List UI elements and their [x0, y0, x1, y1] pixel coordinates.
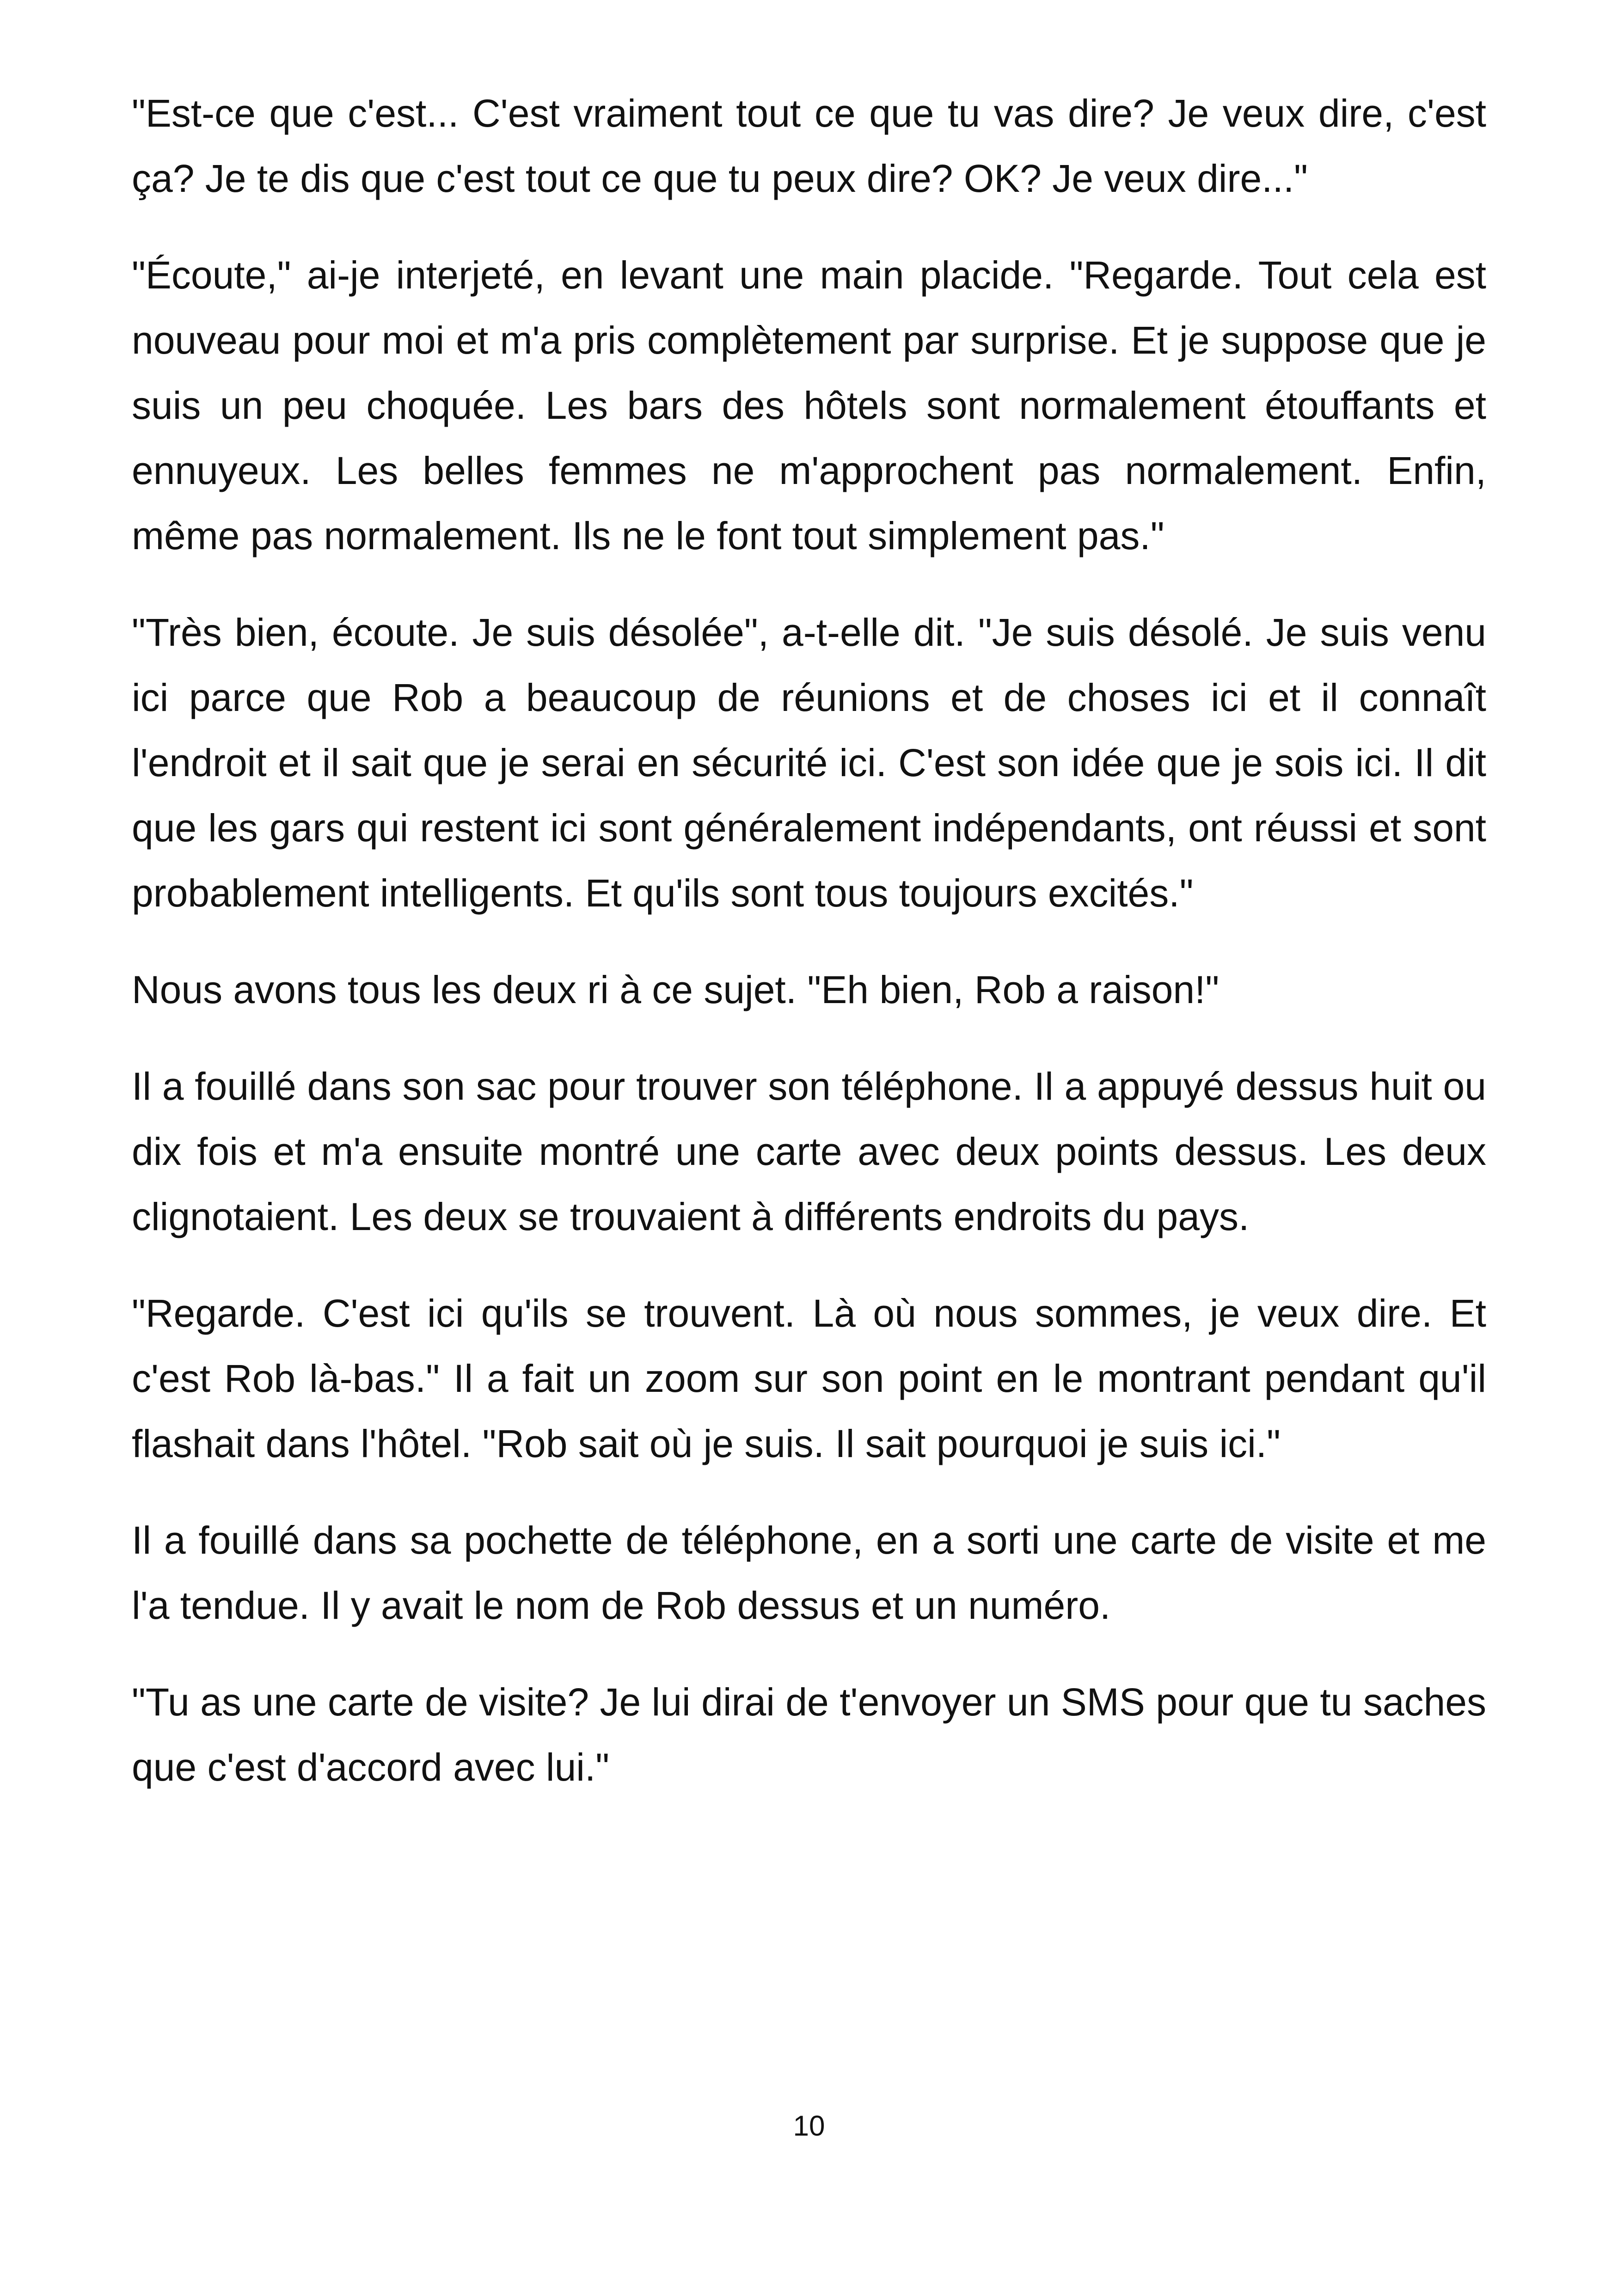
paragraph: "Écoute," ai-je interjeté, en levant une main placide. "Regarde. Tout cela est nouveau pour moi et m'a pris complètement par surprise. Et je suppose que je suis un peu choquée. Les bars des hôtels sont normalement étouffants et ennuyeux. Les belles femmes ne m'approchent pas normalement. Enfin, même pas normalement. Ils ne le font tout simplement pas.": [132, 253, 1486, 557]
body-text: [132, 81, 1486, 1831]
paragraph: "Très bien, écoute. Je suis désolée", a-t-elle dit. "Je suis désolé. Je suis venu ici parce que Rob a beaucoup de réunions et de choses ici et il connaît l'endroit et il sait que je serai en sécurité ici. C'est son idée que je sois ici. Il dit que les gars qui restent ici sont généralement indépendants, ont réussi et sont probablement intelligents. Et qu'ils sont tous toujours excités.": [132, 611, 1486, 915]
paragraph: Nous avons tous les deux ri à ce sujet. "Eh bien, Rob a raison!": [132, 968, 1220, 1011]
paragraph: Il a fouillé dans son sac pour trouver son téléphone. Il a appuyé dessus huit ou dix fois et m'a ensuite montré une carte avec deux points dessus. Les deux clignotaient. Les deux se trouvaient à différents endroits du pays.: [132, 1065, 1486, 1238]
paragraph: "Est-ce que c'est... C'est vraiment tout ce que tu vas dire? Je veux dire, c'est ça? Je te dis que c'est tout ce que tu peux dire? OK? Je veux dire...": [132, 92, 1486, 200]
paragraph: "Regarde. C'est ici qu'ils se trouvent. Là où nous sommes, je veux dire. Et c'est Rob là-bas." Il a fait un zoom sur son point en le montrant pendant qu'il flashait dans l'hôtel. "Rob sait où je suis. Il sait pourquoi je suis ici.": [132, 1292, 1486, 1465]
paragraph: "Tu as une carte de visite? Je lui dirai de t'envoyer un SMS pour que tu saches que c'est d'accord avec lui.": [132, 1680, 1486, 1789]
paragraph: Il a fouillé dans sa pochette de téléphone, en a sorti une carte de visite et me l'a tendue. Il y avait le nom de Rob dessus et un numéro.: [132, 1518, 1486, 1627]
page-number: 10: [793, 2110, 825, 2142]
